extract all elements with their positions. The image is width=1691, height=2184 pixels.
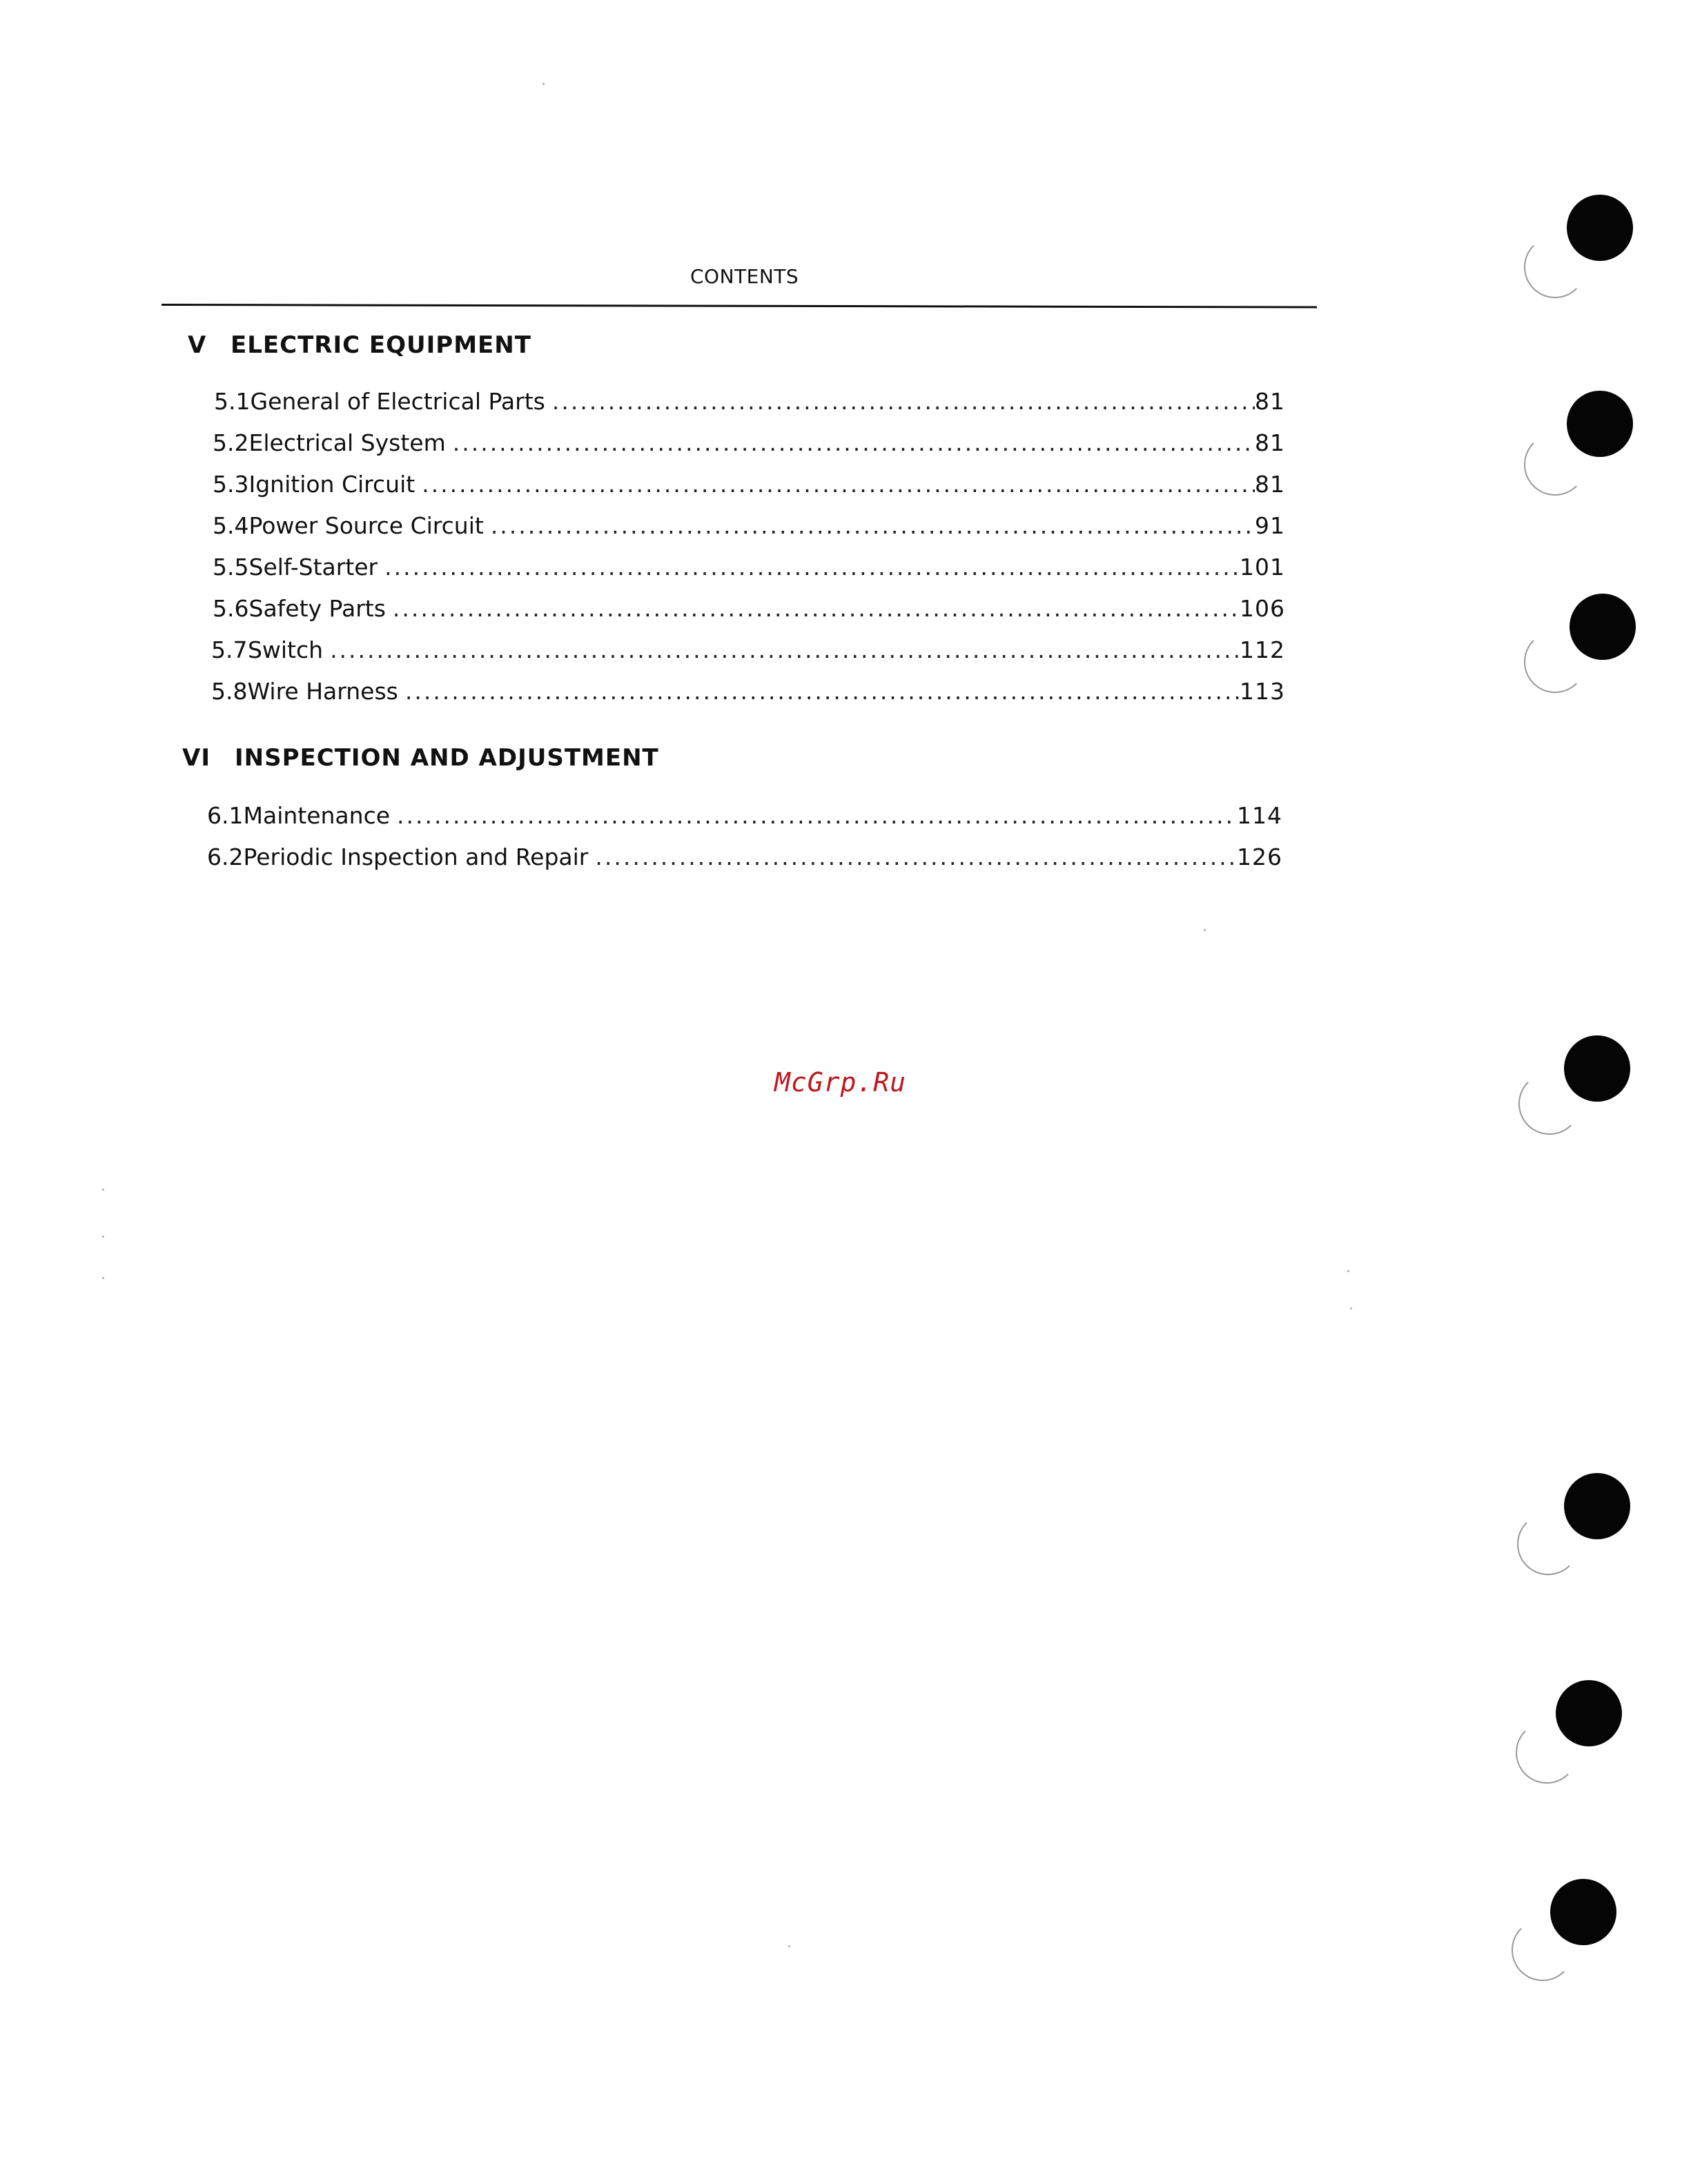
entry-page: 114 [1237,802,1282,829]
toc-entry[interactable] [214,388,1285,416]
dot-leader [453,429,1255,457]
entry-page: 106 [1240,595,1285,622]
entry-number: 5. [214,388,236,415]
punch-hole-ring-icon [1524,433,1586,496]
toc-entry[interactable] [213,595,1285,623]
punch-hole-ring-icon [1517,1513,1579,1575]
entry-number: 5. [213,429,235,456]
entry-number: 5. [213,512,235,539]
dot-leader [393,595,1240,623]
entry-subnumber: 2 [228,844,244,870]
watermark: McGrp.Ru [774,1067,907,1098]
entry-title: Periodic Inspection and Repair [243,844,589,870]
scan-speck [788,1945,790,1947]
entry-title: Ignition Circuit [248,471,416,498]
dot-leader [491,512,1255,540]
entry-page: 113 [1240,678,1285,705]
toc-entry[interactable] [207,802,1282,830]
toc-entry[interactable] [213,471,1285,498]
scan-speck [102,1236,104,1238]
entry-subnumber: 7 [233,636,248,663]
entry-subnumber: 8 [233,678,248,705]
punch-hole-ring-icon [1512,1919,1574,1981]
dot-leader [552,388,1255,416]
entry-page: 81 [1255,388,1285,415]
header-rule [162,304,1317,309]
punch-hole-ring-icon [1524,631,1586,693]
entry-number: 5. [211,678,233,705]
toc-entry[interactable] [211,636,1285,664]
entry-subnumber: 1 [228,802,244,829]
section-heading: ELECTRIC EQUIPMENT [231,331,531,359]
entry-page: 126 [1237,844,1282,870]
toc-entry[interactable] [207,844,1282,871]
entry-subnumber: 2 [234,429,249,456]
toc-entry[interactable] [213,512,1285,540]
dot-leader [405,678,1240,705]
entry-title: Maintenance [243,802,391,829]
dot-leader [330,636,1240,664]
entry-number: 5. [211,636,233,663]
entry-title: Switch [247,636,324,663]
entry-number: 6. [207,844,229,870]
entry-number: 5. [213,471,235,498]
dot-leader [397,802,1237,830]
punch-hole-ring-icon [1518,1073,1581,1135]
scan-speck [1347,1270,1349,1272]
entry-page: 81 [1255,471,1285,498]
entry-page: 112 [1240,636,1285,663]
toc-entry[interactable] [213,429,1285,457]
entry-subnumber: 4 [234,512,249,539]
entry-subnumber: 1 [235,388,251,415]
punch-hole-ring-icon [1516,1722,1578,1784]
scan-speck [102,1277,104,1279]
section-title-v [188,331,531,359]
scan-speck [102,1189,104,1191]
dot-leader [422,471,1255,498]
scan-speck [1204,929,1206,931]
entry-page: 91 [1255,512,1285,539]
entry-page: 101 [1240,554,1285,581]
entry-number: 5. [213,595,235,622]
toc-entry[interactable] [211,678,1285,705]
entry-number: 5. [213,554,235,581]
toc-entry[interactable] [213,554,1285,581]
contents-header: CONTENTS [690,265,799,288]
punch-hole-ring-icon [1524,236,1586,298]
entry-number: 6. [207,802,229,829]
entry-title: Safety Parts [248,595,386,622]
scan-speck [543,83,545,85]
entry-title: Self-Starter [248,554,378,581]
entry-title: General of Electrical Parts [250,388,545,415]
entry-title: Electrical System [248,429,446,456]
scan-speck [1350,1307,1352,1309]
section-title-vi [182,744,659,772]
section-roman: VI [182,744,211,772]
entry-subnumber: 6 [234,595,249,622]
entry-subnumber: 3 [234,471,249,498]
entry-title: Power Source Circuit [248,512,484,539]
entry-subnumber: 5 [234,554,249,581]
dot-leader [384,554,1240,581]
section-roman: V [188,331,207,359]
section-heading: INSPECTION AND ADJUSTMENT [235,744,659,772]
entry-title: Wire Harness [247,678,398,705]
entry-page: 81 [1255,429,1285,456]
dot-leader [595,844,1237,871]
